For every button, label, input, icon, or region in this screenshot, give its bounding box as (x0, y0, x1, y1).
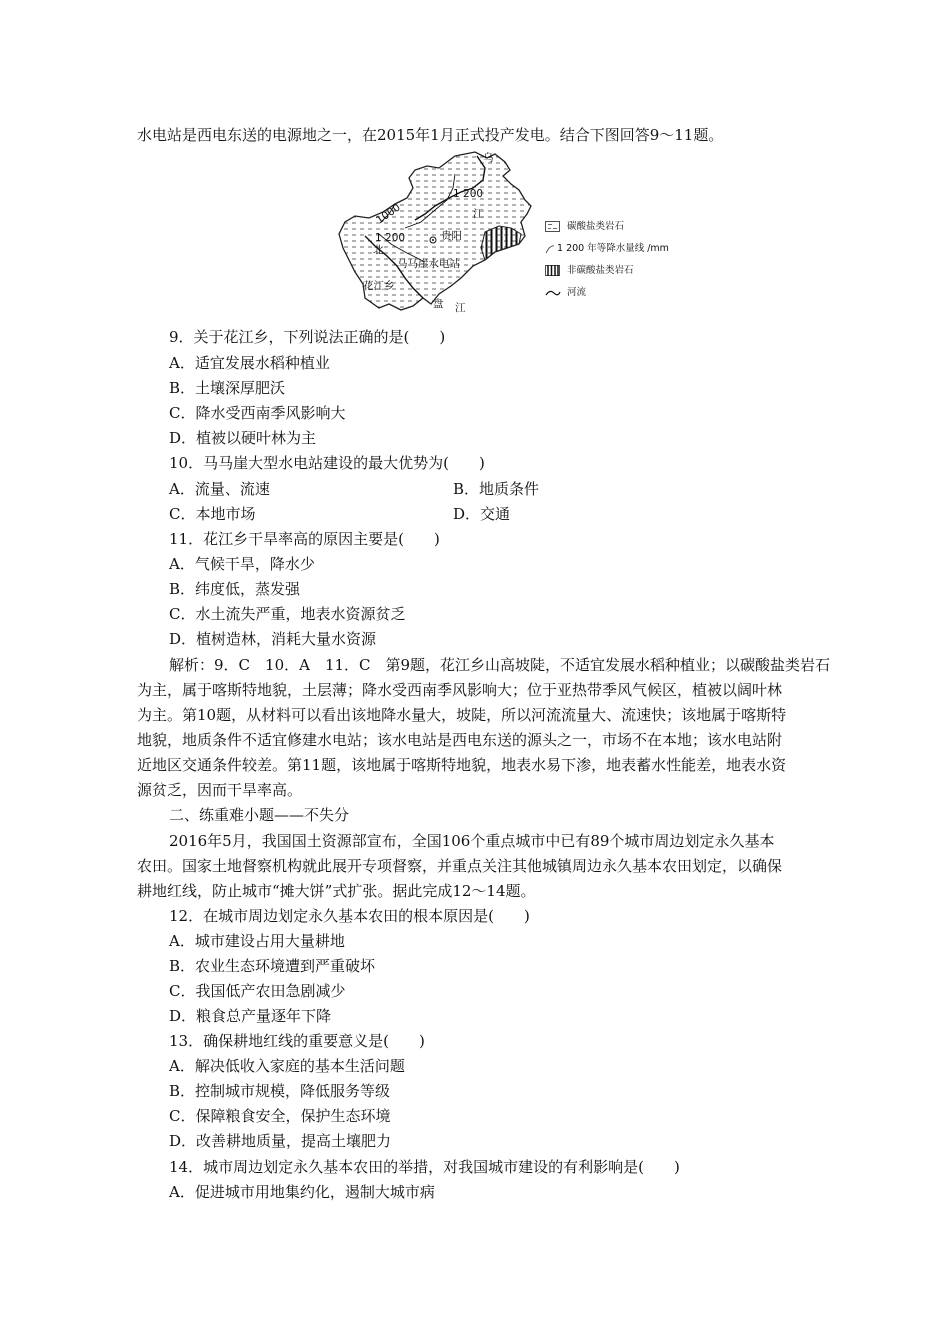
label-bei: 北 (373, 244, 384, 256)
q11-option-d: D．植树造林，消耗大量水资源 (169, 630, 377, 648)
q11-option-b: B．纬度低，蒸发强 (169, 580, 301, 598)
q12-option-c: C．我国低产农田急剧减少 (169, 982, 346, 1000)
carbonate-rock-icon (545, 221, 561, 233)
label-isohyet-1200-top: 1 200 (453, 188, 484, 200)
river-icon (545, 287, 561, 299)
q12-option-a: A．城市建设占用大量耕地 (169, 932, 345, 950)
q9-option-c: C．降水受西南季风影响大 (169, 404, 346, 422)
material-line-2: 农田。国家土地督察机构就此展开专项督察，并重点关注其他城镇周边永久基本农田划定，以确保 (137, 857, 783, 875)
label-mamaya-station: 马马崖水电站 (397, 258, 460, 270)
legend-item-isohyet: 1 200 年等降水量线 /mm (545, 242, 669, 256)
q9-option-b: B．土壤深厚肥沃 (169, 379, 286, 397)
q10-option-d: D．交通 (453, 505, 511, 523)
analysis-line-4: 地貌，地质条件不适宜修建水电站；该水电站是西电东送的源头之一，市场不在本地；该水电站附 (137, 731, 783, 749)
intro-text: 水电站是西电东送的电源地之一，在2015年1月正式投产发电。结合下图回答9～11题。 (137, 126, 724, 144)
q14-stem: 14．城市周边划定永久基本农田的举措，对我国城市建设的有利影响是( ) (169, 1158, 680, 1176)
guizhou-map-figure (335, 148, 635, 320)
section-two-heading: 二、练重难小题——不失分 (169, 806, 350, 824)
q14-option-a: A．促进城市用地集约化，遏制大城市病 (169, 1183, 435, 1201)
analysis-line-2: 为主，属于喀斯特地貌，土层薄；降水受西南季风影响大；位于亚热带季风气候区，植被以阔叶林 (137, 681, 783, 699)
label-isohyet-1000: 1000 (373, 201, 403, 227)
q12-stem: 12．在城市周边划定永久基本农田的根本原因是( ) (169, 907, 530, 925)
q12-option-b: B．农业生态环境遭到严重破坏 (169, 957, 376, 975)
legend-item-non-carbonate: 非碳酸盐类岩石 (545, 264, 634, 278)
q13-stem: 13．确保耕地红线的重要意义是( ) (169, 1032, 425, 1050)
q13-option-a: A．解决低收入家庭的基本生活问题 (169, 1057, 405, 1075)
analysis-line-3: 为主。第10题，从材料可以看出该地降水量大，坡陡，所以河流流量大、流速快；该地属于喀斯特 (137, 706, 787, 724)
q10-option-b: B．地质条件 (453, 480, 540, 498)
material-line-1: 2016年5月，我国国土资源部宣布，全国106个重点城市中已有89个城市周边划定永久基本 (169, 832, 775, 850)
label-guiyang: 贵阳 (441, 230, 462, 242)
legend-item-carbonate: 碳酸盐类岩石 (545, 220, 624, 234)
label-jiang-bottom: 江 (455, 302, 466, 314)
q9-stem: 9．关于花江乡，下列说法正确的是( ) (169, 328, 446, 346)
q10-stem: 10．马马崖大型水电站建设的最大优势为( ) (169, 454, 485, 472)
q9-option-d: D．植被以硬叶林为主 (169, 429, 317, 447)
q13-option-d: D．改善耕地质量，提高土壤肥力 (169, 1132, 392, 1150)
analysis-line-5: 近地区交通条件较差。第11题，该地属于喀斯特地貌，地表水易下渗，地表蓄水性能差，地表水资 (137, 756, 787, 774)
non-carbonate-rock-icon (545, 265, 561, 277)
label-wu: 乌 (483, 152, 494, 164)
q11-stem: 11．花江乡干旱率高的原因主要是( ) (169, 530, 440, 548)
label-huajiang: 花江乡 (363, 280, 395, 292)
analysis-line-6: 源贫乏，因而干旱率高。 (137, 781, 303, 799)
isohyet-icon (545, 243, 555, 255)
non-carbonate-region (481, 226, 521, 260)
q13-option-c: C．保障粮食安全，保护生态环境 (169, 1107, 391, 1125)
legend-item-river: 河流 (545, 286, 586, 300)
material-line-3: 耕地红线，防止城市“摊大饼”式扩张。据此完成12～14题。 (137, 882, 536, 900)
q10-option-a: A．流量、流速 (169, 480, 270, 498)
q13-option-b: B．控制城市规模，降低服务等级 (169, 1082, 391, 1100)
q12-option-d: D．粮食总产量逐年下降 (169, 1007, 332, 1025)
q11-option-c: C．水土流失严重，地表水资源贫乏 (169, 605, 406, 623)
analysis-line-1: 解析：9．C 10．A 11．C 第9题，花江乡山高坡陡，不适宜发展水稻种植业；以碳酸盐类岩石 (169, 656, 831, 674)
label-jiang-top: 江 (473, 208, 484, 220)
q10-option-c: C．本地市场 (169, 505, 256, 523)
q9-option-a: A．适宜发展水稻种植业 (169, 354, 330, 372)
label-pan: 盘 (433, 298, 444, 310)
q11-option-a: A．气候干旱，降水少 (169, 555, 315, 573)
label-isohyet-1200-left: 1 200 (375, 232, 406, 244)
